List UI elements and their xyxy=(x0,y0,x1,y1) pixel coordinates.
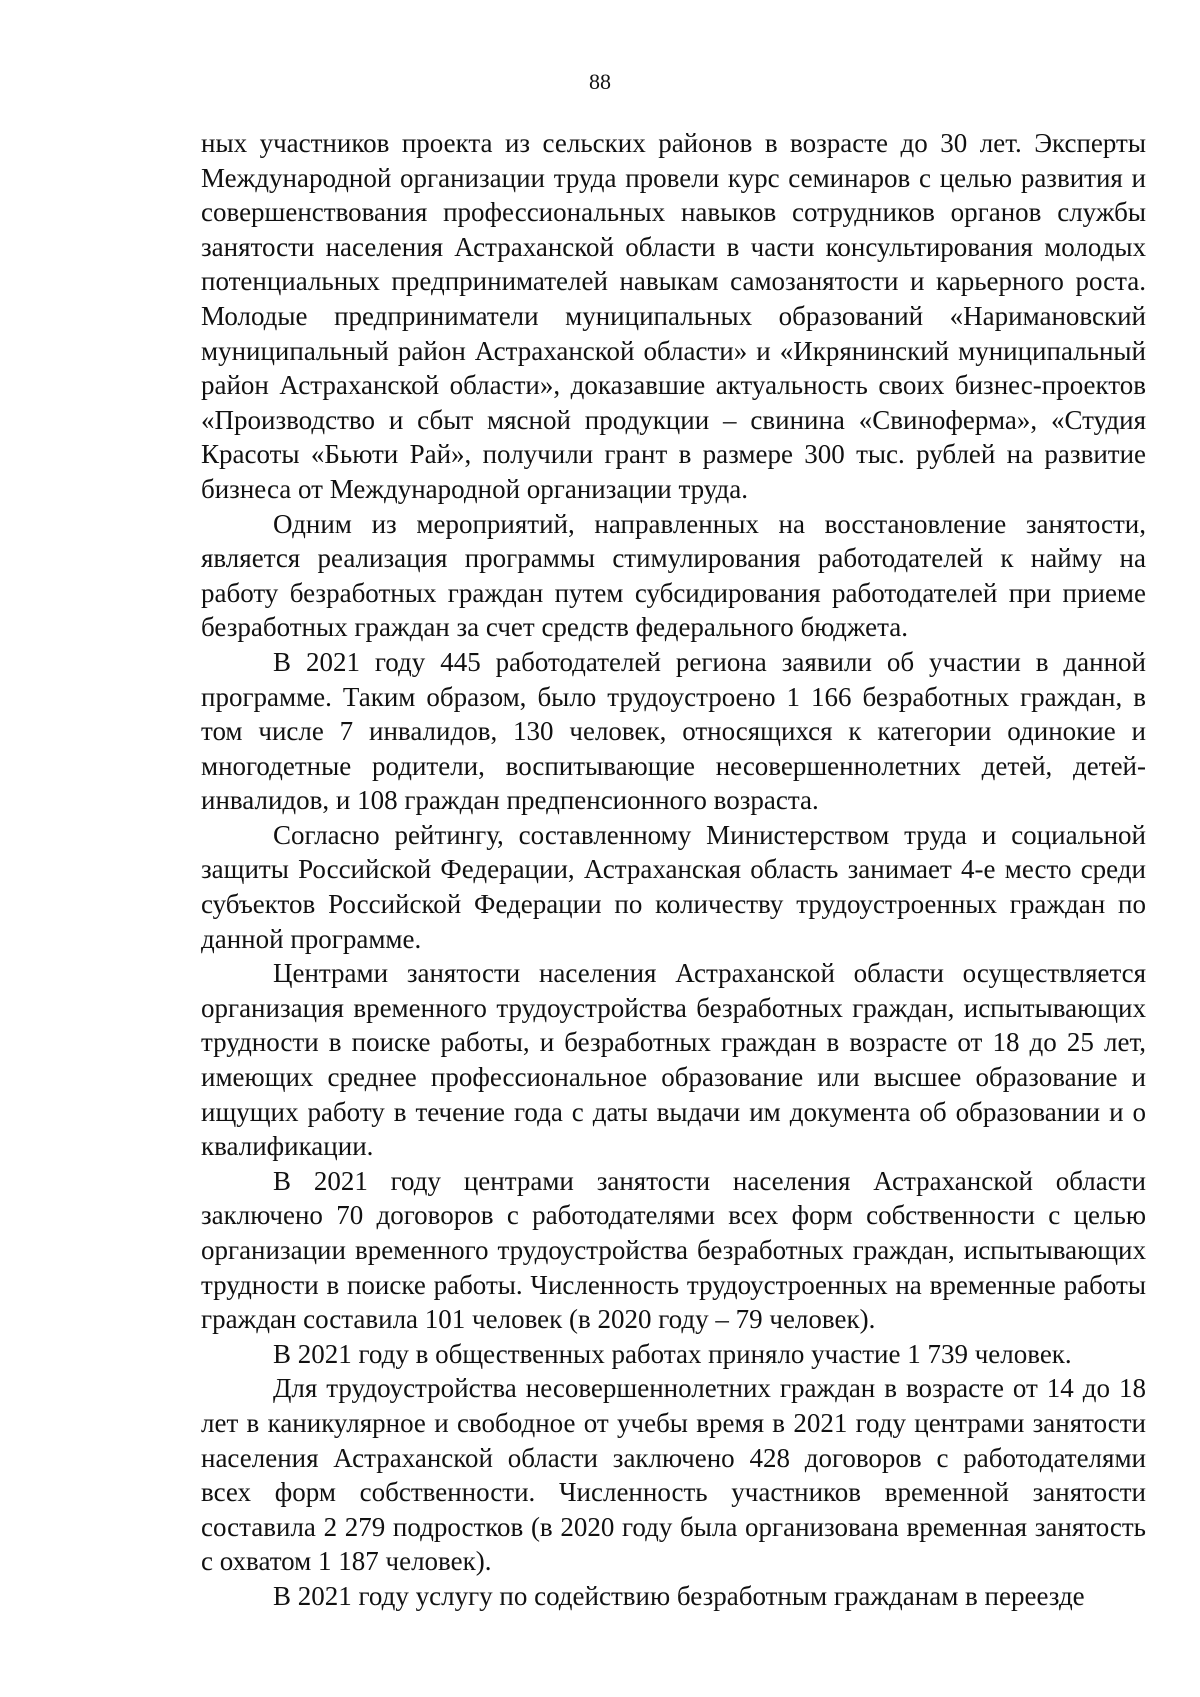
paragraph-1: ных участников проекта из сельских районов в возрасте до 30 лет. Эксперты Международной организации труда провели курс семинаров с целью развития и совершенствования профессиональных навыков сотрудников органов службы занятости населения Астраханской области в части консультирования молодых потенциальных предпринимателей навыкам самозанятости и карьерного роста. Молодые предприниматели муниципальных образований «Наримановский муниципальный район Астраханской области» и «Икрянинский муниципальный район Астраханской области», доказавшие актуальность своих бизнес-проектов «Производство и сбыт мясной продукции – свинина «Свиноферма», «Студия Красоты «Бьюти Рай», получили грант в размере 300 тыс. рублей на развитие бизнеса от Международной организации труда. xyxy=(201,128,1146,504)
paragraph-9: В 2021 году услугу по содействию безработным гражданам в переезде xyxy=(273,1580,1085,1611)
paragraph-2: Одним из мероприятий, направленных на восстановление занятости, является реализация программы стимулирования работодателей к найму на работу безработных граждан путем субсидирования работодателей при приеме безработных граждан за счет средств федерального бюджета. xyxy=(201,508,1146,643)
page-number: 88 xyxy=(589,69,611,94)
paragraph-6: В 2021 году центрами занятости населения Астраханской области заключено 70 договоров с работодателями всех форм собственности с целью организации временного трудоустройства безработных граждан, испытывающих трудности в поиске работы. Численность трудоустроенных на временные работы граждан составила 101 человек (в 2020 году – 79 человек). xyxy=(201,1165,1146,1335)
paragraph-8: Для трудоустройства несовершеннолетних граждан в возрасте от 14 до 18 лет в каникулярное и свободное от учебы время в 2021 году центрами занятости населения Астраханской области заключено 428 договоров с работодателями всех форм собственности. Численность участников временной занятости составила 2 279 подростков (в 2020 году была организована временная занятость с охватом 1 187 человек). xyxy=(201,1373,1146,1577)
paragraph-7: В 2021 году в общественных работах приняло участие 1 739 человек. xyxy=(273,1338,1072,1369)
paragraph-5: Центрами занятости населения Астраханской области осуществляется организация временного трудоустройства безработных граждан, испытывающих трудности в поиске работы, и безработных граждан в возрасте от 18 до 25 лет, имеющих среднее профессиональное образование или высшее образование и ищущих работу в течение года с даты выдачи им документа об образовании и о квалификации. xyxy=(201,958,1146,1162)
body-text xyxy=(201,126,1146,1614)
paragraph-4: Согласно рейтингу, составленному Министерством труда и социальной защиты Российской Федерации, Астраханская область занимает 4-е место среди субъектов Российской Федерации по количеству трудоустроенных граждан по данной программе. xyxy=(201,819,1146,954)
paragraph-3: В 2021 году 445 работодателей региона заявили об участии в данной программе. Таким образом, было трудоустроено 1 166 безработных граждан, в том числе 7 инвалидов, 130 человек, относящихся к категории одинокие и многодетные родители, воспитывающие несовершеннолетних детей, детей-инвалидов, и 108 граждан предпенсионного возраста. xyxy=(201,646,1146,816)
